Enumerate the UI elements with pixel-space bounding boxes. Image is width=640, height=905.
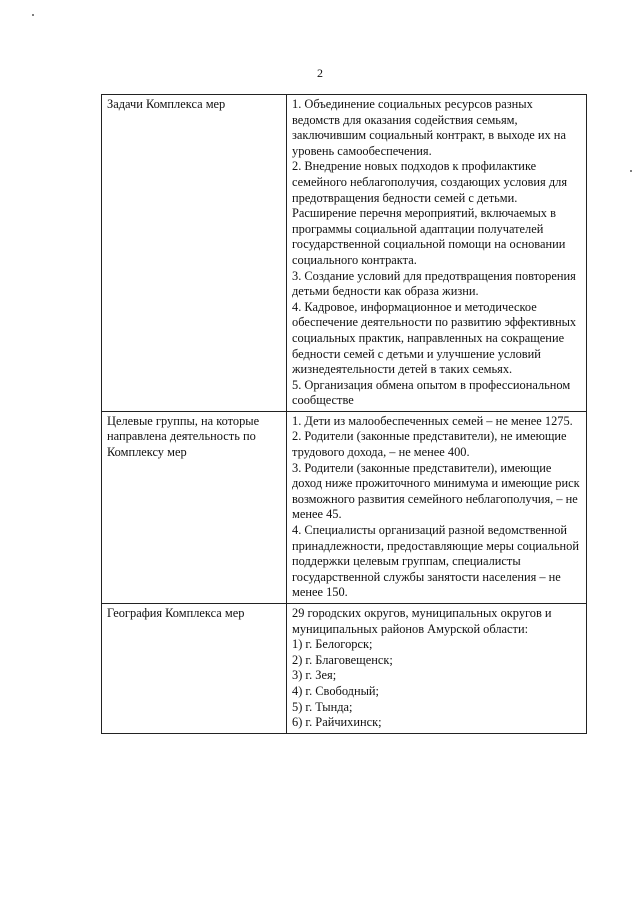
target-group-item-1: 1. Дети из малообеспеченных семей – не менее 1275. bbox=[292, 413, 573, 428]
task-item-1: 1. Объединение социальных ресурсов разных ведомств для оказания содействия семьям, заключившим социальный контракт, в выходе их на уровень самообеспечения. bbox=[292, 97, 566, 158]
target-group-item-4: 4. Специалисты организаций разной ведомственной принадлежности, предоставляющие меры социальной поддержки целевым группам, специалисты государственной службы занятости населения – не менее 150. bbox=[292, 523, 579, 600]
table-row-tasks bbox=[102, 95, 587, 412]
geography-item-6: 6) г. Райчихинск; bbox=[292, 715, 382, 730]
row-label-target-groups: Целевые группы, на которые направлена деятельность по Комплексу мер bbox=[102, 411, 287, 603]
geography-intro: 29 городских округов, муниципальных округов и муниципальных районов Амурской области: bbox=[292, 606, 552, 636]
task-item-5: 5. Организация обмена опытом в профессиональном сообществе bbox=[292, 377, 571, 408]
geography-item-2: 2) г. Благовещенск; bbox=[292, 652, 393, 667]
row-content-target-groups bbox=[287, 411, 587, 603]
table-row-geography bbox=[102, 604, 587, 734]
page-number: 2 bbox=[317, 66, 323, 80]
row-content-geography bbox=[287, 604, 587, 734]
measures-table bbox=[101, 94, 587, 734]
geography-item-3: 3) г. Зея; bbox=[292, 668, 337, 683]
task-item-2: 2. Внедрение новых подходов к профилактике семейного неблагополучия, создающих условия для предотвращения бедности семей с детьми. Расширение перечня мероприятий, включаемых в программы социальной адаптации получателей государственной социальной помощи на основании социального контракта. bbox=[292, 159, 568, 267]
scan-speck bbox=[630, 170, 632, 172]
target-group-item-2: 2. Родители (законные представители), не имеющие трудового дохода, – не менее 400. bbox=[292, 429, 567, 460]
target-group-item-3: 3. Родители (законные представители), имеющие доход ниже прожиточного минимума и имеющие риск возможного развития семейного неблагополучия, – не менее 45. bbox=[292, 460, 580, 522]
geography-item-5: 5) г. Тында; bbox=[292, 699, 353, 714]
row-label-geography: География Комплекса мер bbox=[102, 604, 287, 734]
row-content-tasks bbox=[287, 95, 587, 412]
task-item-4: 4. Кадровое, информационное и методическое обеспечение деятельности по развитию эффективных социальных практик, направленных на сокращение бедности семей с детьми и улучшение условий жизнедеятельности детей в таких семьях. bbox=[292, 299, 577, 377]
task-item-3: 3. Создание условий для предотвращения повторения детьми бедности как образа жизни. bbox=[292, 268, 576, 299]
table-row-target-groups bbox=[102, 411, 587, 603]
scan-speck bbox=[32, 14, 34, 16]
geography-item-4: 4) г. Свободный; bbox=[292, 683, 379, 698]
geography-item-1: 1) г. Белогорск; bbox=[292, 637, 373, 652]
row-label-tasks: Задачи Комплекса мер bbox=[102, 95, 287, 412]
